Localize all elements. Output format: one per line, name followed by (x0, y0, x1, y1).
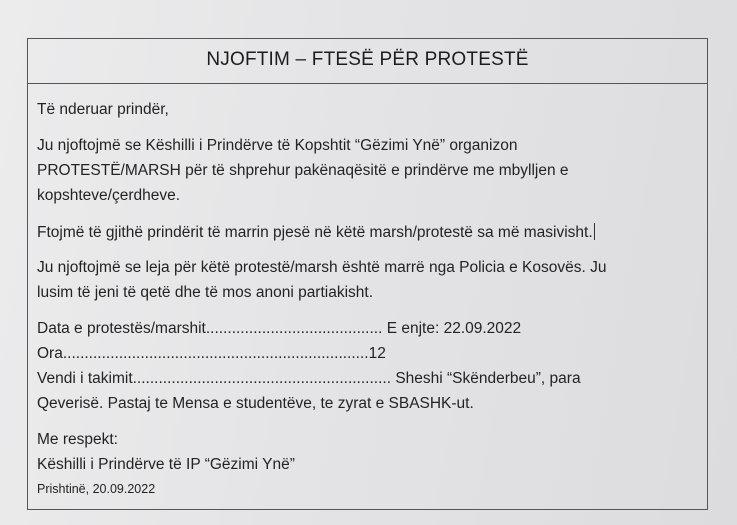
title-divider (28, 83, 707, 84)
paragraph2-text: Ftojmë të gjithë prindërit të marrin pjesë në këtë marsh/protestë sa më masivisht. (37, 224, 593, 241)
paragraph1-line3: kopshteve/çerdheve. (37, 187, 181, 204)
greeting: Të nderuar prindër, (37, 101, 169, 118)
place-date: Prishtinë, 20.09.2022 (37, 482, 156, 496)
text-cursor (594, 223, 595, 240)
signature: Këshilli i Prindërve të IP “Gëzimi Ynë” (37, 456, 295, 473)
date-line: Data e protestës/marshit......................................... E enjte: 22.09.2022 (37, 320, 522, 337)
time-line: Ora.......................................................................12 (37, 345, 386, 362)
paragraph1-line2: PROTESTË/MARSH për të shprehur pakënaqësitë e prindërve me mbylljen e (37, 162, 569, 179)
paragraph2 (37, 223, 595, 242)
paragraph3-line1: Ju njoftojmë se leja për këtë protestë/marsh është marrë nga Policia e Kosovës. Ju (37, 259, 607, 276)
place-line-continued: Qeverisë. Pastaj te Mensa e studentëve, te zyrat e SBASHK-ut. (37, 395, 474, 412)
closing: Me respekt: (37, 431, 118, 448)
notice-title: NJOFTIM – FTESË PËR PROTESTË (206, 49, 529, 70)
place-line: Vendi i takimit............................................................ Sheshi “Skënderbeu”, para (37, 370, 581, 387)
paragraph3-line2: lusim të jeni të qetë dhe të mos anoni partiakisht. (37, 284, 374, 301)
notice-document (27, 38, 708, 510)
paragraph1-line1: Ju njoftojmë se Këshilli i Prindërve të Kopshtit “Gëzimi Ynë” organizon (37, 137, 518, 154)
